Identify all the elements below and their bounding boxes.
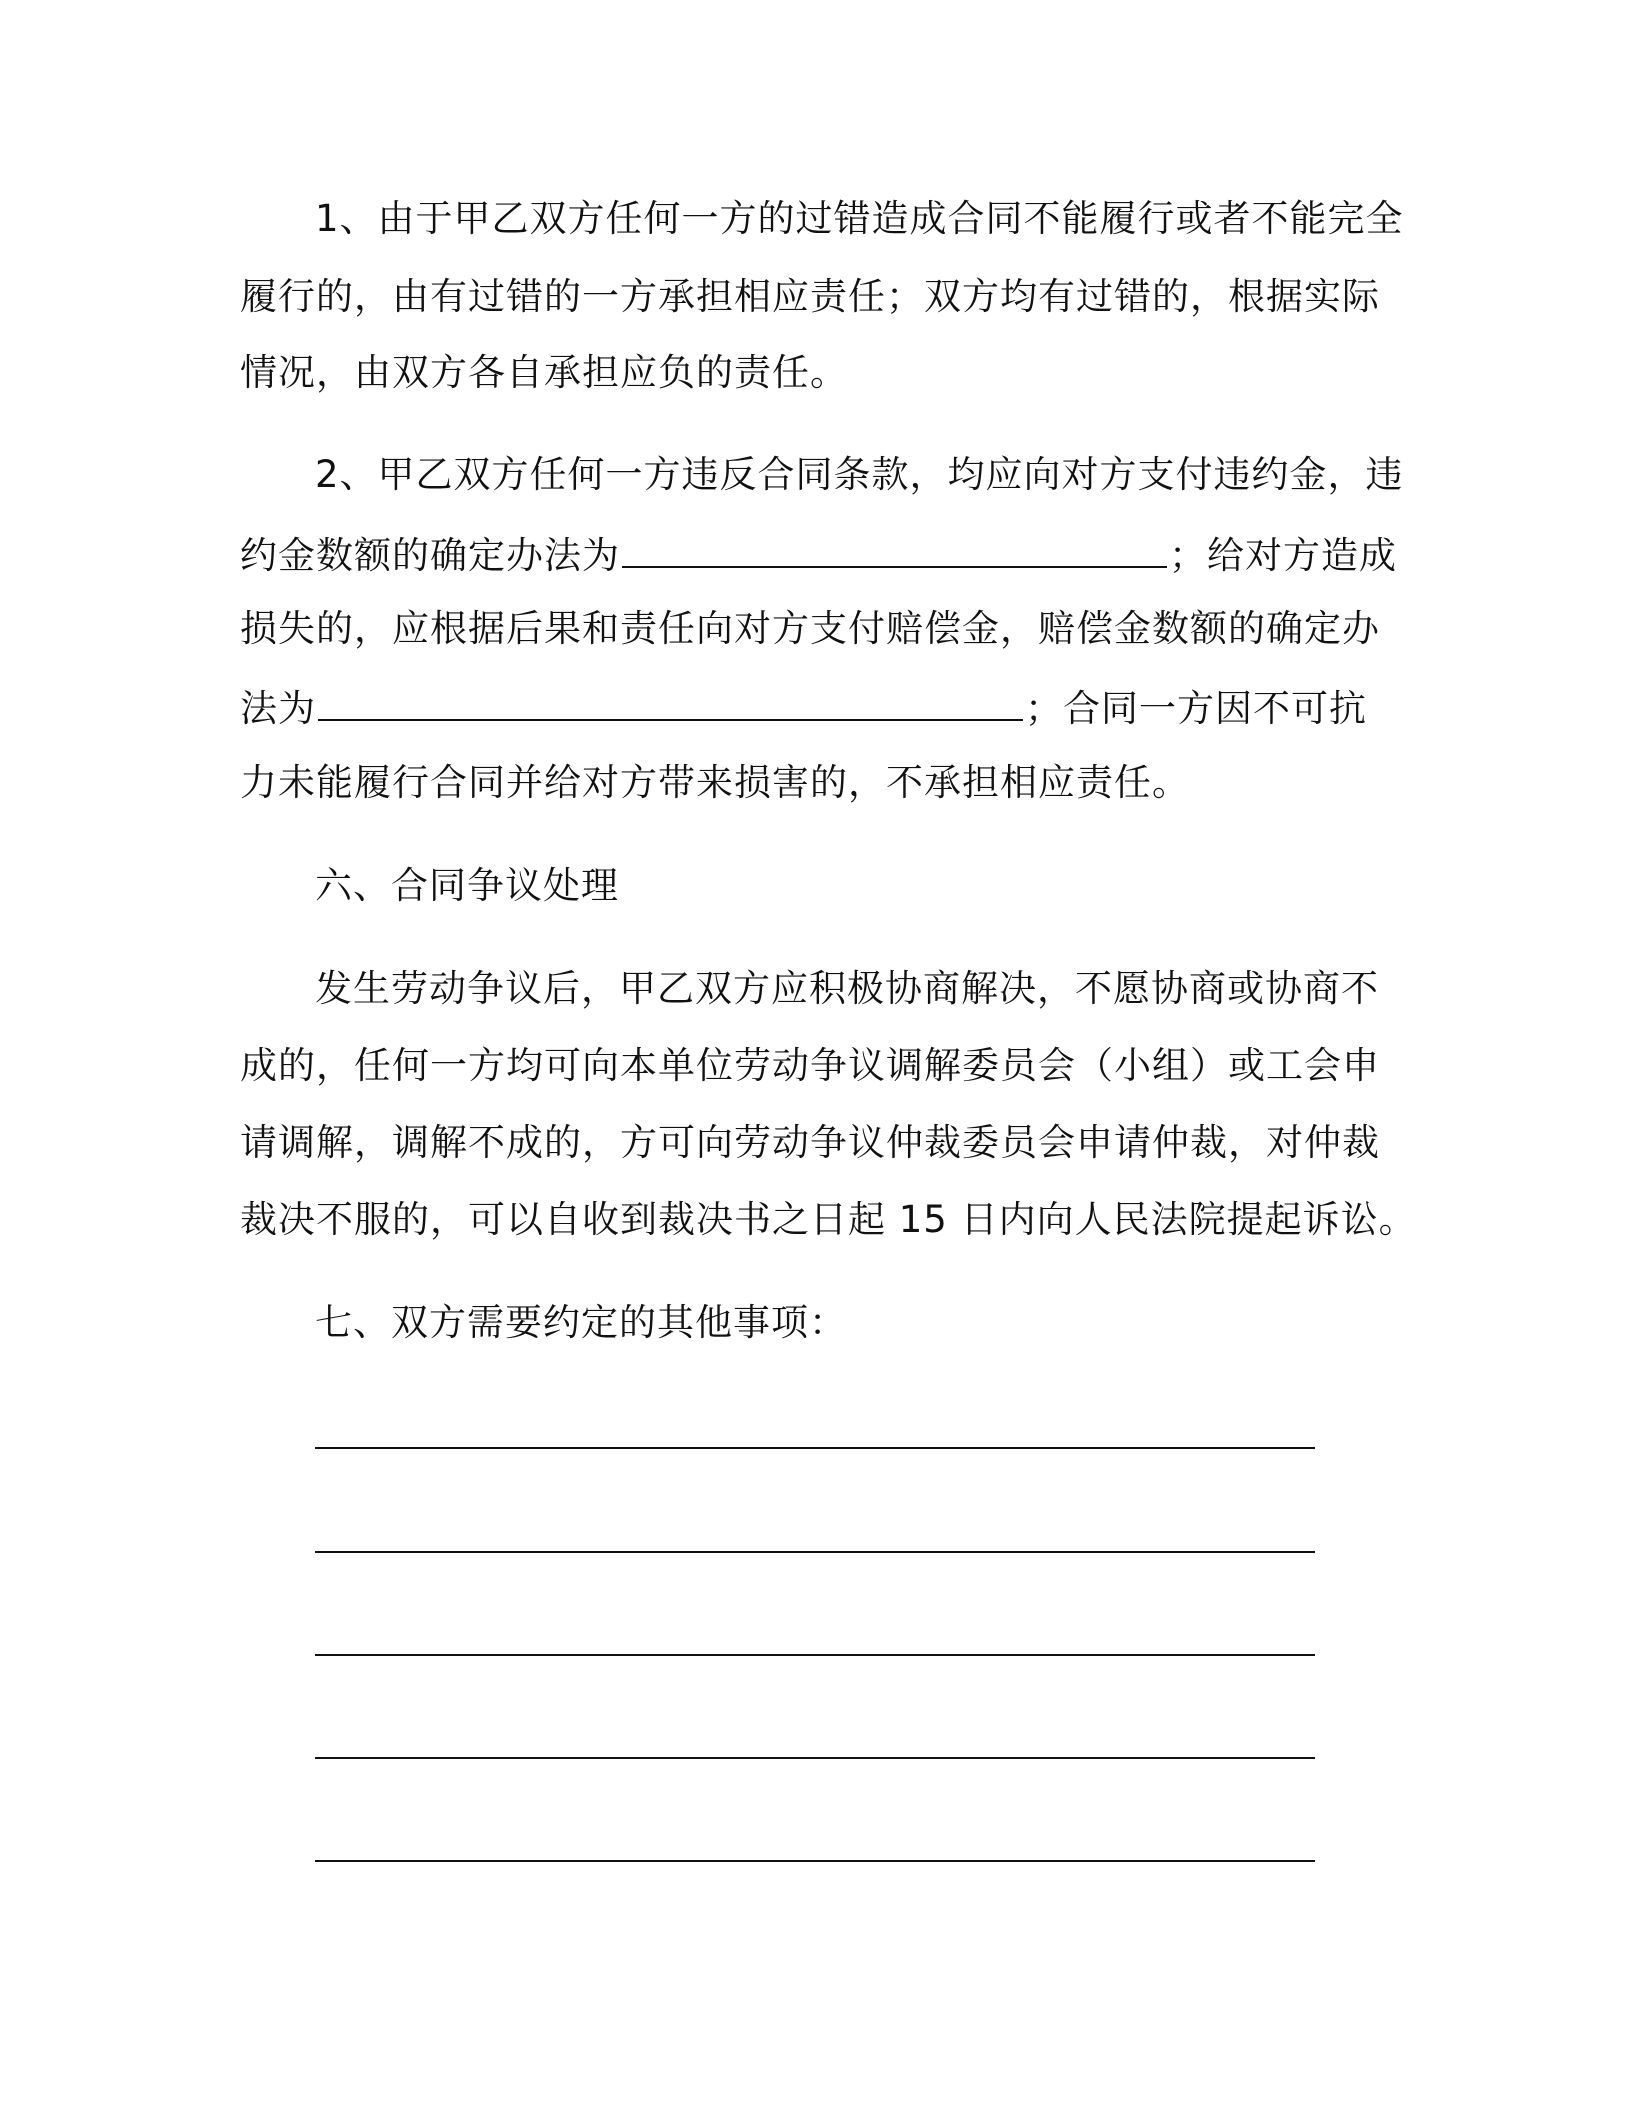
fill-in-line-1[interactable] [315,1447,1315,1449]
section-6-line-4: 裁决不服的，可以自收到裁决书之日起 15 日内向人民法院提起诉讼。 [240,1198,1417,1241]
clause-2-line-2-text-after: ；给对方造成 [1169,534,1397,577]
fill-in-line-4[interactable] [315,1757,1315,1759]
clause-2-line-2-text-before: 约金数额的确定办法为 [240,534,620,577]
section-6-line-1: 发生劳动争议后，甲乙双方应积极协商解决，不愿协商或协商不 [315,967,1379,1010]
fill-in-line-3[interactable] [315,1654,1315,1656]
clause-1-line-3: 情况，由双方各自承担应负的责任。 [240,351,848,394]
section-7-heading: 七、双方需要约定的其他事项： [315,1301,847,1344]
fill-in-line-2[interactable] [315,1551,1315,1553]
section-6-line-2: 成的，任何一方均可向本单位劳动争议调解委员会（小组）或工会申 [240,1044,1380,1087]
clause-2-line-4-text-before: 法为 [240,687,316,730]
clause-2-line-5: 力未能履行合同并给对方带来损害的，不承担相应责任。 [240,761,1190,804]
section-6-heading: 六、合同争议处理 [315,864,619,907]
clause-2-line-2 [240,528,1397,578]
clause-2-line-3: 损失的，应根据后果和责任向对方支付赔偿金，赔偿金数额的确定办 [240,607,1380,650]
compensation-method-blank[interactable] [318,681,1023,721]
clause-2-line-4 [240,681,1367,731]
fill-in-line-5[interactable] [315,1860,1315,1862]
penalty-method-blank[interactable] [622,528,1167,568]
clause-1-line-1: 1、由于甲乙双方任何一方的过错造成合同不能履行或者不能完全 [315,197,1404,240]
section-6-line-3: 请调解，调解不成的，方可向劳动争议仲裁委员会申请仲裁，对仲裁 [240,1121,1380,1164]
clause-2-line-4-text-after: ；合同一方因不可抗 [1025,687,1367,730]
clause-2-line-1: 2、甲乙双方任何一方违反合同条款，均应向对方支付违约金，违 [315,453,1404,496]
clause-1-line-2: 履行的，由有过错的一方承担相应责任；双方均有过错的，根据实际 [240,275,1380,318]
